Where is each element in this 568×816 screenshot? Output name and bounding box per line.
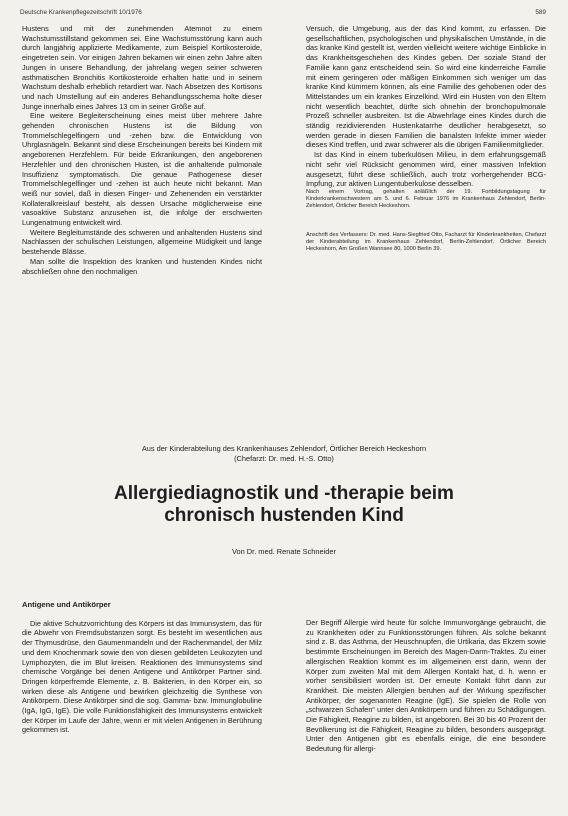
section-heading: Antigene und Antikörper (22, 600, 111, 609)
body-paragraph: Hustens und mit der zunehmenden Atemnot zu einem Wachstumsstillstand gekommen sei. Eine Wachstumsstörung kann auch durch langjährig applizierte Medikamente, zum Beispiel Kortikosteroide, eingetreten sein. Vor einigen Jahren bekamen wir einen zehn Jahre alten Jungen in unsere Behandlung, der jahrelang wegen seiner schweren asthmatischen Bronchitis Kortikosteroide erhalten hatte und in seinem Wachstum deshalb erheblich retardiert war. Nach Absetzen des Kortisons und nach Umstellung auf ein anderes Behandlungsschema holte dieser Junge innerhalb eines Jahres 13 cm in seiner Größe auf. (22, 24, 262, 111)
body-paragraph: Weitere Begleitumstände des schweren und anhaltenden Hustens sind Nachlassen der schulischen Leistungen, allgemeine Müdigkeit und lange bestehende Blässe. (22, 227, 262, 257)
page-number: 589 (535, 9, 546, 16)
article-byline: Von Dr. med. Renate Schneider (232, 547, 336, 556)
body-paragraph: Man sollte die Inspektion des kranken und hustenden Kindes nicht abschließen ohne den nochmaligen (22, 256, 262, 276)
body-paragraph: Der Begriff Allergie wird heute für solche Immunvorgänge gebraucht, die zu Krankheiten oder zu Funktionsstörungen führen. Als solche bekannt sind z. B. das Asthma, der Heuschnupfen, die Urtikaria, das Ekzem sowie bestimmte Erscheinungen im Bereich des Magen-Darm-Traktes. Zu einer allergischen Reaktion kommt es im allgemeinen erst dann, wenn der Körper zum zweiten Mal mit dem Allergen Kontakt hat, d. h. wenn er vorher sensibilisiert worden ist. Der erneute Kontakt führt dann zur Krankheit. Die meisten Allergien beruhen auf der Wirkung spezifischer Antikörper, der sogenannten Reagine (IgE). Sie spielen die Rolle von „schwarzen Schafen“ unter den Antikörpern und führen zu Schädigungen. Die Fähigkeit, Reagine zu bilden, ist angeboren. Bei 30 bis 40 Prozent der Bevölkerung ist die Fähigkeit, Reagine zu bilden, besonders ausgeprägt. Unter den Antigenen gibt es ebenfalls einige, die eine besondere Bedeutung für allergi- (306, 618, 546, 754)
article-right-column (306, 600, 546, 812)
lecture-note: Nach einem Vortrag, gehalten anläßlich der 19. Fortbildungstagung für Kinderkrankenschwestern am 5. und 6. Februar 1976 im Krankenhaus Zehlendorf, Berlin-Zehlendorf, Örtlicher Bereich Heckeshorn. (306, 188, 546, 209)
affiliation-line: Aus der Kinderabteilung des Krankenhauses Zehlendorf, Örtlicher Bereich Heckeshorn (141, 444, 427, 453)
body-paragraph: Ist das Kind in einem tuberkulösen Milieu, in dem erfahrungsgemäß nicht sehr viel Rücksicht genommen wird, einer massiven Infektion ausgesetzt, führt diese schließlich, auch trotz vorhergehender BCG-Impfung, zur aktiven Lungentuberkulose desselben. (306, 150, 546, 189)
author-address-note: Anschrift des Verfassers: Dr. med. Hans-Siegfried Otto, Facharzt für Kinderkrankheiten, Chefarzt der Kinderabteilung im Krankenhaus Zehlendorf, Berlin-Zehlendorf, Örtlicher Bereich Heckeshorn, Am Großen Wannsee 80, 1000 Berlin 39. (306, 231, 546, 252)
previous-article-right-column (306, 24, 546, 396)
article-title-line: Allergiediagnostik und -therapie beim (114, 483, 454, 504)
previous-article-left-column (22, 24, 262, 396)
article-title (40, 483, 528, 527)
article-title-line: chronisch hustenden Kind (164, 505, 404, 526)
column-spacer (306, 600, 546, 618)
body-paragraph: Eine weitere Begleiterscheinung eines meist über mehrere Jahre gehenden chronischen Hustens ist die Bildung von Trommelschlegelfingern und -zehen bzw. die Entwicklung von Uhrglasnägeln. Bekannt sind diese Erscheinungen bereits bei Kindern mit angeborenen Herzfehlern. Für beide Erkrankungen, den angeborenen Herzfehler und den chronischen Husten, ist die anhaltende pulmonale Insuffizienz symptomatisch. Die genaue Pathogenese dieser Trommelschlegelfinger und -zehen ist auch heute nicht bekannt. Man weiß nur soviel, daß in diesen Finger- und Zehenenden ein verstärkter Kollateralkreislauf besteht, als dessen Ursache möglicherweise eine vasoaktive Substanz anzusehen ist, die infolge der erschwerten Lungenatmung entwickelt wird. (22, 111, 262, 228)
article-left-column (22, 600, 262, 812)
affiliation-chief-line: (Chefarzt: Dr. med. H.-S. Otto) (234, 454, 334, 463)
body-paragraph: Die aktive Schutzvorrichtung des Körpers ist das Immunsystem, das für die Abwehr von Fremdsubstanzen sorgt. Es besteht im wesentlichen aus der Thymusdrüse, den Gaumenmandeln und der Rachenmandel, der Milz und dem Knochenmark sowie den von diesen gebildeten Leukozyten und Lymphozyten, die im Blut kreisen. Reaktionen des Immunsystems sind chemische Vorgänge bei denen Antigene und Antikörper Partner sind. Dringen körperfremde Elemente, z. B. Bakterien, in den Körper ein, so wirken diese als Antigene und bewirken gleichzeitig die Synthese von Antikörpern. Diese Antikörper sind die sog. Gamma- bzw. Immunglobuline (IgA, IgG, IgE). Die volle Funktionsfähigkeit des Immunsystems entwickelt der Körper im Laufe der Jahre, wenn er mit vielen Antigenen in Berührung gekommen ist. (22, 618, 262, 735)
article-affiliation (60, 444, 508, 464)
running-head: Deutsche Krankenpflegezeitschrift 10/1976 (20, 9, 142, 16)
body-paragraph: Versuch, die Umgebung, aus der das Kind kommt, zu erfassen. Die gesellschaftlichen, psychologischen und physikalischen Umstände, in die das kranke Kind gestellt ist, werden vielleicht weitere wichtige Einblicke in das Krankheitsgeschehen des Kindes geben. Der soziale Stand der Familie kann ganz entscheidend sein. So wird eine kinderreiche Familie mit einem geringeren oder mäßigen Einkommen sich weniger um das kranke Kind kümmern können, als eine Familie des gehobenen oder des Mittelstandes um ein krankes Einzelkind. Wird ein Husten von den Eltern nicht wesentlich beachtet, dürfte sich ohnehin der bronchopulmonale Prozeß schneller ausbreiten. Ist die Abwehrlage eines Kindes durch die ständig rezidivierenden Hustenkatarrhe deutlicher herabgesetzt, so werden gerade in diesen Familien die banalsten Infekte immer wieder dieses Kind treffen, und zwar schwerer als die übrigen Familienmitglieder. (306, 24, 546, 150)
